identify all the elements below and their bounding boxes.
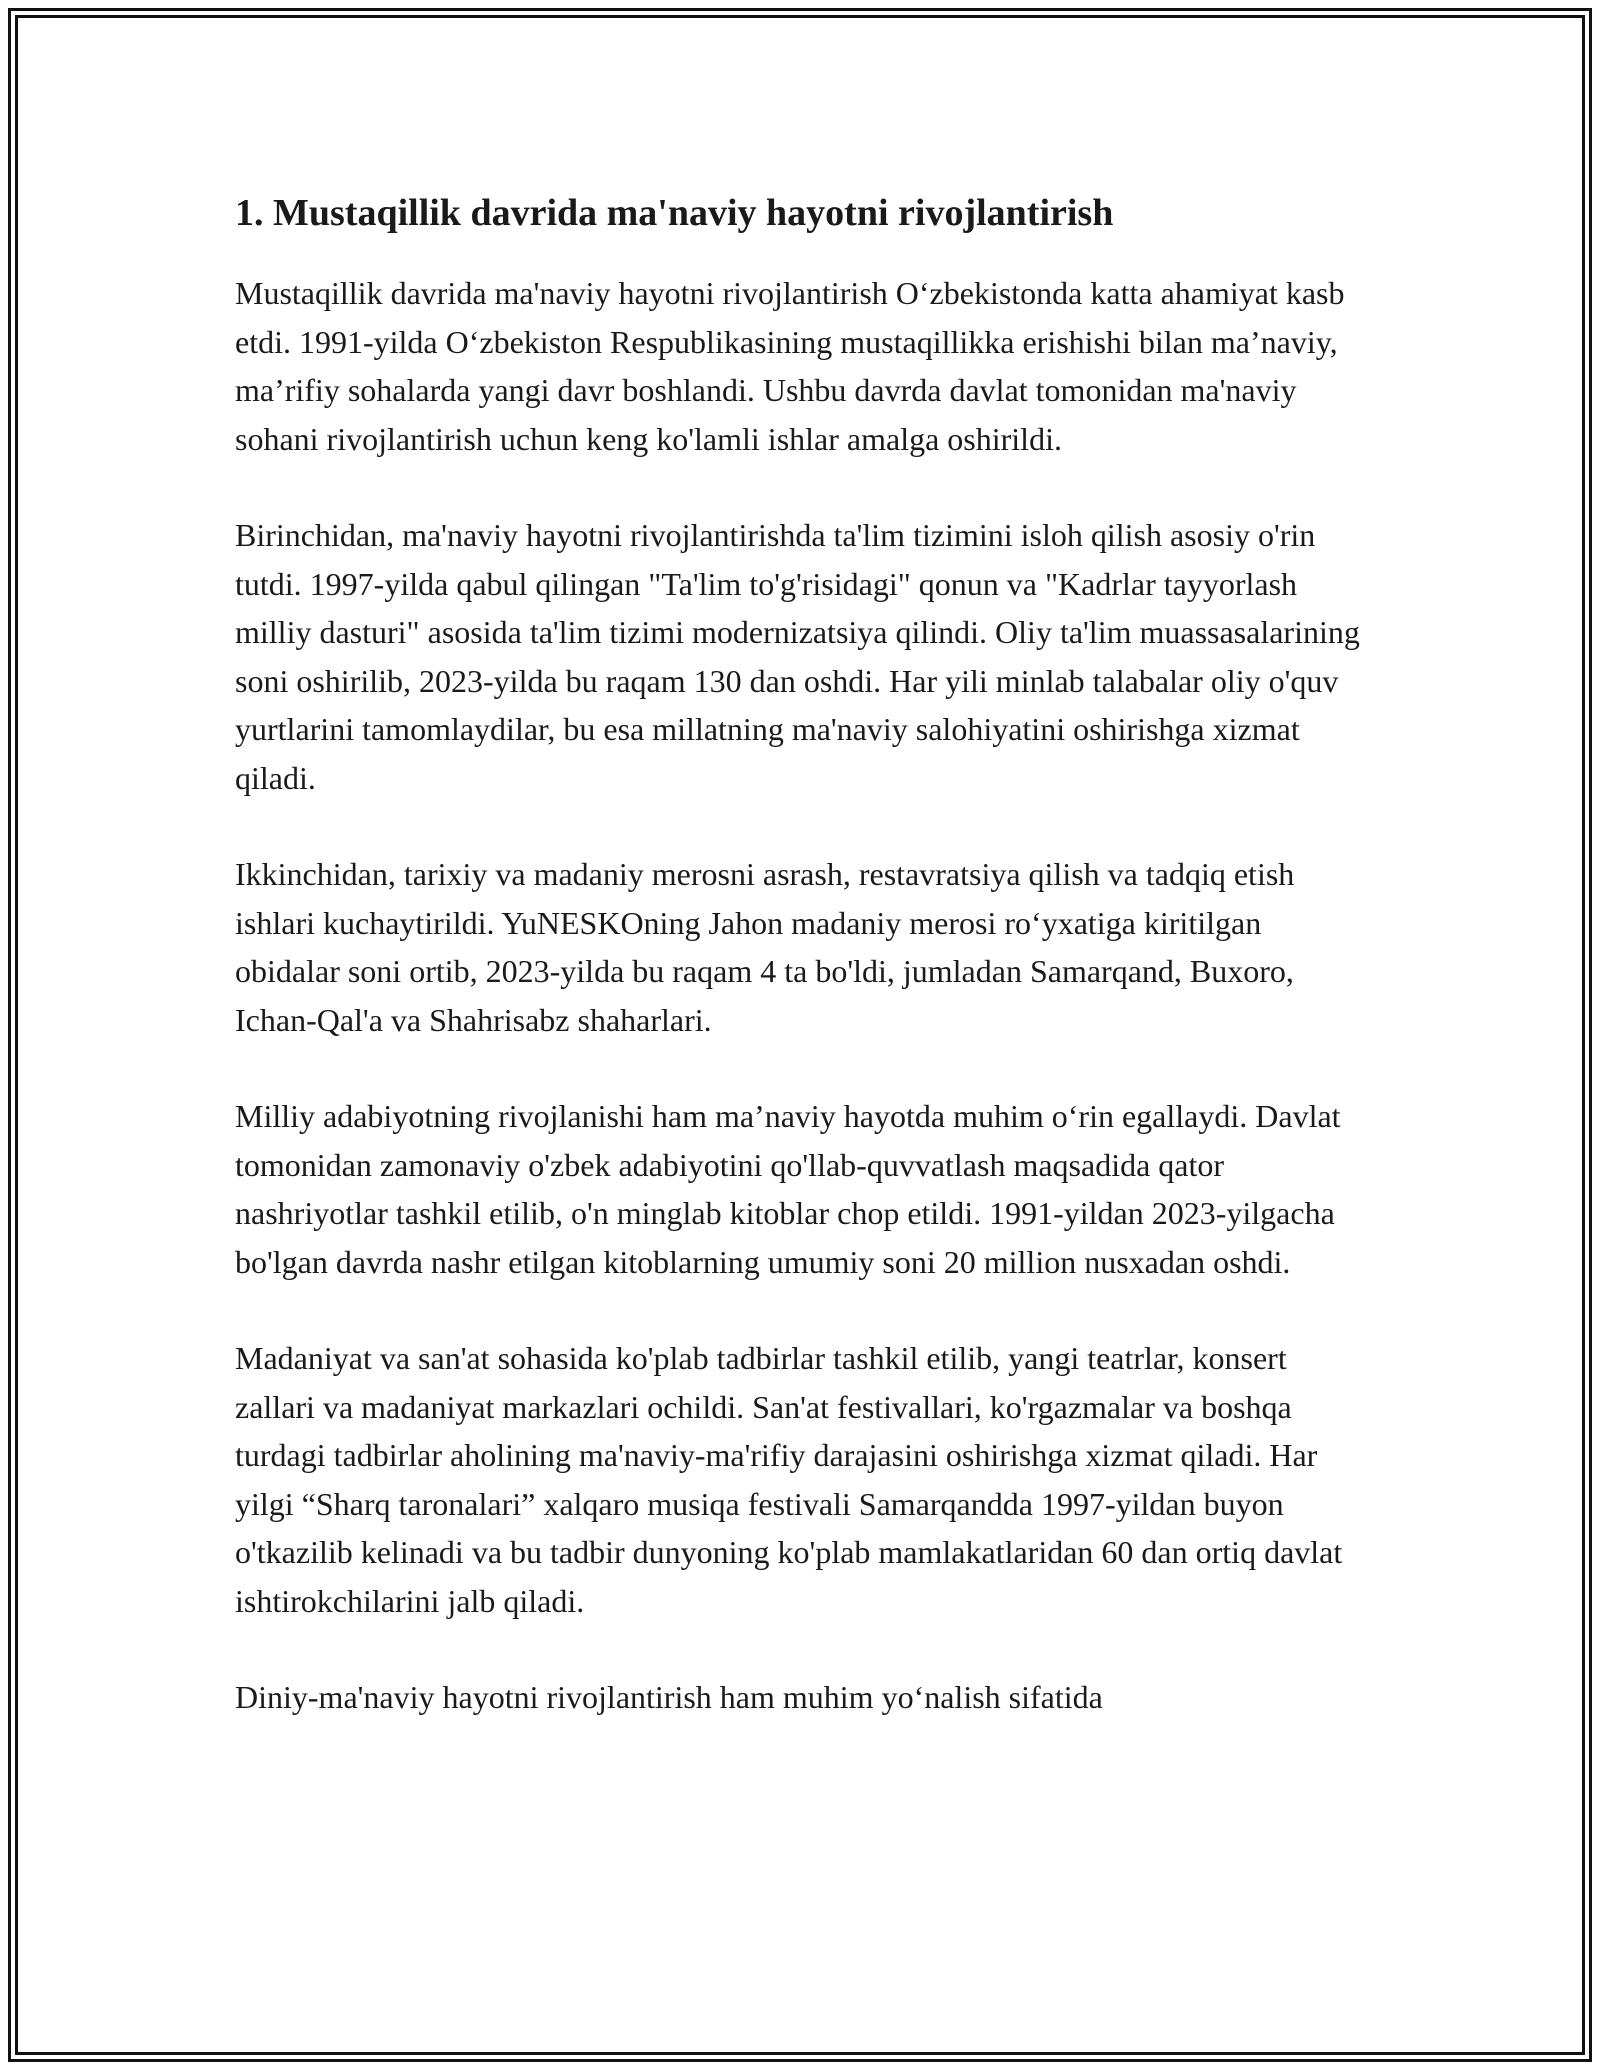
paragraph-religion: Diniy-ma'naviy hayotni rivojlantirish ham muhim yo‘nalish sifatida (235, 1679, 1103, 1715)
document-body (235, 185, 1365, 1770)
paragraph-education: Birinchidan, ma'naviy hayotni rivojlantirishda ta'lim tizimini isloh qilish asosiy o'rin tutdi. 1997-yilda qabul qilingan "Ta'lim to'g'risidagi" qonun va "Kadrlar tayyorlash milliy dasturi" asosida ta'lim tizimi modernizatsiya qilindi. Oliy ta'lim muassasalarining soni oshirilib, 2023-yilda bu raqam 130 dan oshdi. Har yili minlab talabalar oliy o'quv yurtlarini tamomlaydilar, bu esa millatning ma'naviy salohiyatini oshirishga xizmat qiladi. (235, 517, 1360, 796)
paragraph-literature: Milliy adabiyotning rivojlanishi ham ma’naviy hayotda muhim o‘rin egallaydi. Davlat tomonidan zamonaviy o'zbek adabiyotini qo'llab-quvvatlash maqsadida qator nashriyotlar tashkil etilib, o'n minglab kitoblar chop etildi. 1991-yildan 2023-yilgacha bo'lgan davrda nashr etilgan kitoblarning umumiy soni 20 million nusxadan oshdi. (235, 1098, 1341, 1280)
paragraph-heritage: Ikkinchidan, tarixiy va madaniy merosni asrash, restavratsiya qilish va tadqiq etish ishlari kuchaytirildi. YuNESKOning Jahon madaniy merosi ro‘yxatiga kiritilgan obidalar soni ortib, 2023-yilda bu raqam 4 ta bo'ldi, jumladan Samarqand, Buxoro, Ichan-Qal'a va Shahrisabz shaharlari. (235, 856, 1295, 1038)
paragraph-intro: Mustaqillik davrida ma'naviy hayotni rivojlantirish O‘zbekistonda katta ahamiyat kasb etdi. 1991-yilda O‘zbekiston Respublikasining mustaqillikka erishishi bilan ma’naviy, ma’rifiy sohalarda yangi davr boshlandi. Ushbu davrda davlat tomonidan ma'naviy sohani rivojlantirish uchun keng ko'lamli ishlar amalga oshirildi. (235, 275, 1345, 457)
paragraph-culture: Madaniyat va san'at sohasida ko'plab tadbirlar tashkil etilib, yangi teatrlar, konsert zallari va madaniyat markazlari ochildi. San'at festivallari, ko'rgazmalar va boshqa turdagi tadbirlar aholining ma'naviy-ma'rifiy darajasini oshirishga xizmat qiladi. Har yilgi “Sharq taronalari” xalqaro musiqa festivali Samarqandda 1997-yildan buyon o'tkazilib kelinadi va bu tadbir dunyoning ko'plab mamlakatlaridan 60 dan ortiq davlat ishtirokchilarini jalb qiladi. (235, 1340, 1343, 1619)
document-title: 1. Mustaqillik davrida ma'naviy hayotni rivojlantirish (235, 192, 1114, 234)
